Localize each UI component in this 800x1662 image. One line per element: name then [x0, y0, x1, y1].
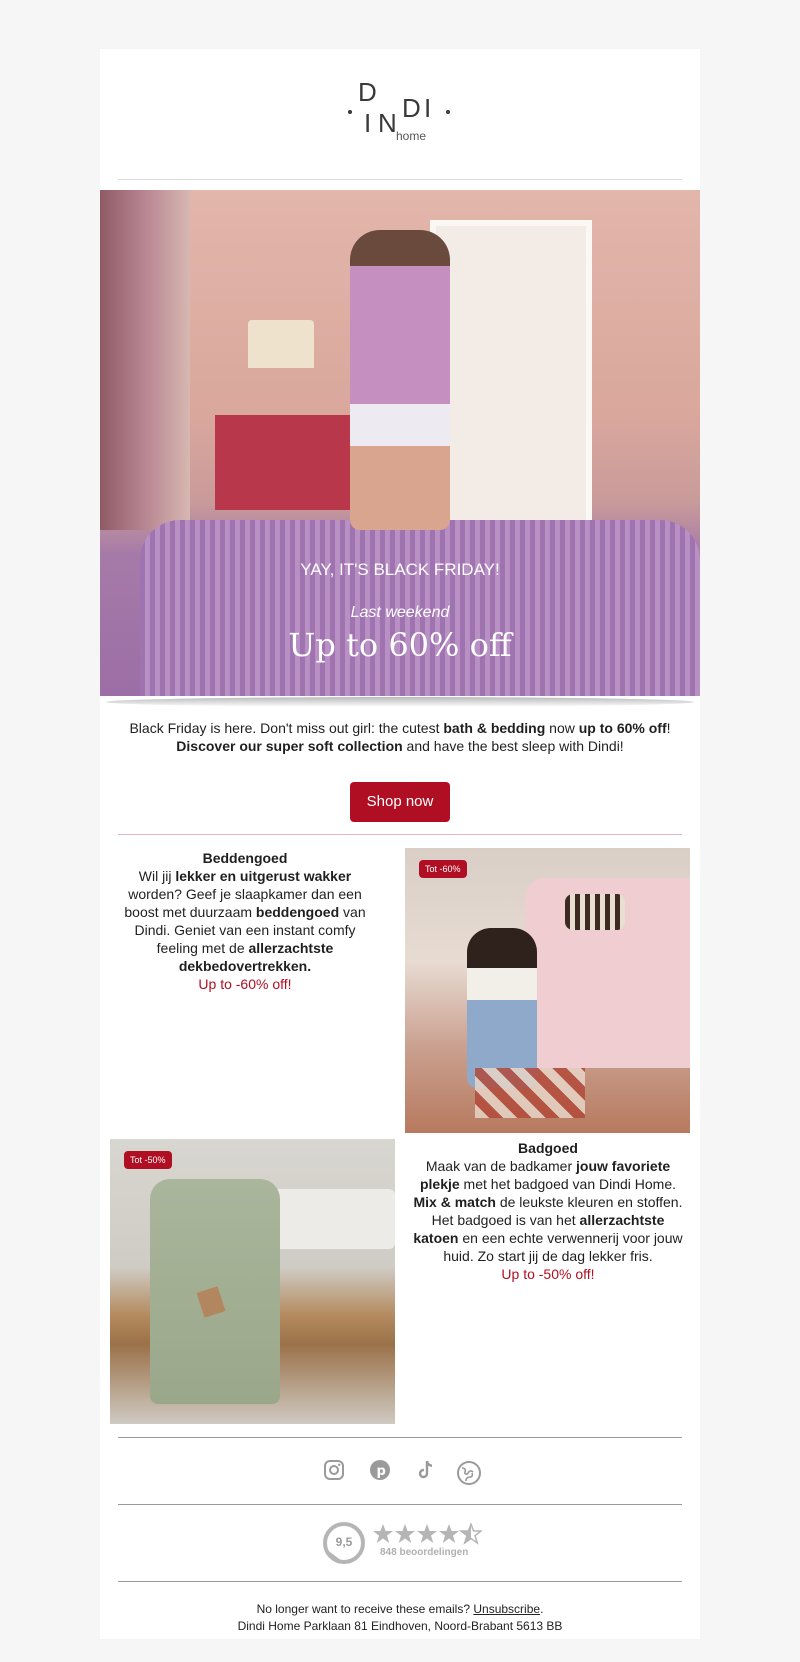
brand-logo[interactable]: [300, 77, 500, 147]
intro-text-3: !: [666, 720, 671, 736]
rating-stars: [372, 1523, 482, 1550]
hero-shadow: [106, 697, 694, 707]
svg-text:D: D: [402, 93, 421, 123]
bedding-text-2: worden? Geef je slaapkamer dan een boost met duurzaam: [124, 886, 362, 920]
bedding-text-3: van Dindi. Geniet van een instant comfy feeling met de: [134, 904, 366, 956]
footer-period: .: [540, 1602, 544, 1616]
svg-text:N: N: [378, 108, 397, 138]
hero-curtain: [100, 190, 190, 530]
svg-text:D: D: [358, 77, 377, 107]
intro-text-1: Black Friday is here. Don't miss out girl: the cutest: [129, 720, 444, 736]
bedding-bold-2: beddengoed: [255, 904, 340, 920]
bedding-text-1: Wil jij: [138, 868, 176, 884]
bath-text-1: Maak van de badkamer: [425, 1158, 577, 1174]
divider-red: [118, 834, 682, 835]
footer: [100, 1601, 700, 1635]
bedding-bold-3: allerzachtste dekbedovertrekken.: [178, 940, 334, 974]
intro-text-2: now: [545, 720, 579, 736]
globe-icon[interactable]: [456, 1460, 482, 1486]
bedding-photo-rug: [475, 1068, 585, 1118]
hero-subline: Last weekend: [350, 604, 450, 621]
bath-text-4: en een echte verwennerij voor jouw huid. Zo start jij de dag lekker fris.: [443, 1230, 683, 1264]
bath-bold-1: jouw favoriete plekje: [419, 1158, 671, 1192]
bath-photo-sink: [260, 1189, 395, 1249]
bedding-bold-1: lekker en uitgerust wakker: [175, 868, 352, 884]
bedding-promo[interactable]: Up to -60% off!: [198, 976, 292, 992]
bedding-text: [112, 849, 378, 993]
star-4: [439, 1524, 459, 1543]
instagram-icon[interactable]: [322, 1458, 348, 1484]
rating-reviews: 848 beoordelingen: [380, 1547, 469, 1558]
bedding-title[interactable]: Beddengoed: [202, 850, 288, 866]
tiktok-icon[interactable]: [414, 1458, 440, 1484]
intro-text-4: and have the best sleep with Dindi!: [402, 738, 624, 754]
svg-text:p: p: [376, 1464, 386, 1479]
bath-text-2: met het badgoed van Dindi Home.: [459, 1176, 677, 1192]
hero-lamp: [248, 320, 314, 368]
divider-footer: [118, 1581, 682, 1582]
bath-bold-3: allerzachtste katoen: [413, 1212, 665, 1246]
intro-text: [110, 719, 690, 755]
divider-rating: [118, 1504, 682, 1505]
bath-promo[interactable]: Up to -50% off!: [501, 1266, 595, 1282]
bath-text: [410, 1139, 686, 1283]
hero-door: [430, 220, 592, 532]
rating-score: 9,5: [335, 1535, 353, 1549]
svg-text:I: I: [364, 108, 372, 138]
hero-model: [350, 230, 450, 530]
bedding-badge: Tot -60%: [419, 860, 467, 878]
bath-bold-2: Mix & match: [413, 1194, 496, 1210]
logo-subtitle: home: [396, 129, 427, 143]
star-2: [395, 1524, 415, 1543]
bedding-photo-model: [467, 928, 537, 1088]
footer-text: No longer want to receive these emails?: [256, 1602, 474, 1616]
divider-top: [118, 179, 682, 180]
shop-now-button[interactable]: Shop now: [350, 782, 450, 822]
footer-address: Dindi Home Parklaan 81 Eindhoven, Noord-Brabant 5613 BB: [237, 1619, 563, 1633]
intro-highlight-1: bath & bedding: [443, 720, 546, 736]
star-1: [373, 1524, 393, 1543]
unsubscribe-link[interactable]: Unsubscribe: [473, 1602, 541, 1616]
bedding-photo[interactable]: [405, 848, 690, 1133]
intro-highlight-2: up to 60% off: [578, 720, 667, 736]
bath-title[interactable]: Badgoed: [518, 1140, 578, 1156]
divider-social: [118, 1437, 682, 1438]
bath-badge: Tot -50%: [124, 1151, 172, 1169]
svg-text:I: I: [424, 93, 432, 123]
star-3: [417, 1524, 437, 1543]
email-card: [100, 49, 700, 1639]
pinterest-icon[interactable]: [368, 1458, 394, 1484]
bath-photo[interactable]: [110, 1139, 395, 1424]
bath-text-3: de leukste kleuren en stoffen. Het badgoed is van het: [431, 1194, 683, 1228]
intro-highlight-3: Discover our super soft collection: [176, 738, 403, 754]
hero-banner[interactable]: [100, 190, 700, 696]
hero-dresser: [215, 415, 365, 510]
bedding-photo-pillow: [565, 894, 625, 930]
rating-widget[interactable]: [322, 1521, 482, 1565]
hero-offer: Up to 60% off: [288, 626, 512, 664]
hero-headline: YAY, IT'S BLACK FRIDAY!: [300, 560, 500, 579]
